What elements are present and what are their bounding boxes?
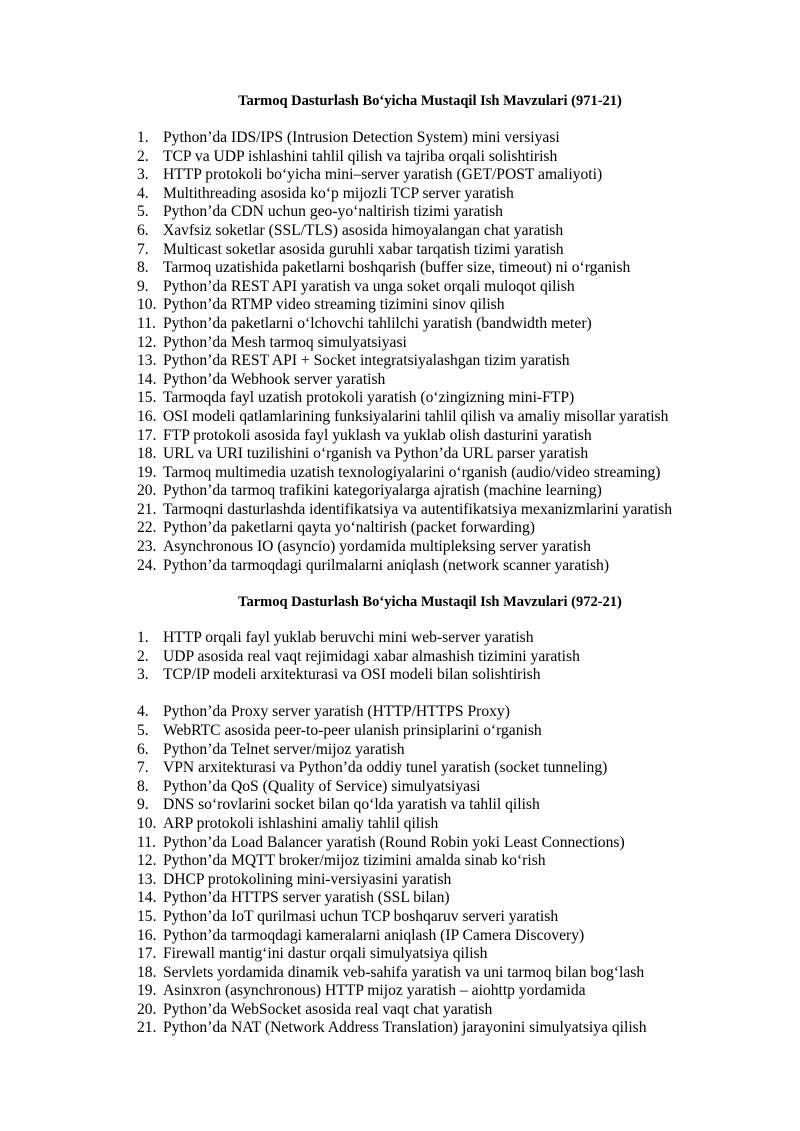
list-item-text: Python’da HTTPS server yaratish (SSL bilan) <box>163 889 450 907</box>
list-item-text: Asynchronous IO (asyncio) yordamida multipleksing server yaratish <box>163 538 591 556</box>
list-item-text: Python’da paketlarni qayta yo‘naltirish (packet forwarding) <box>163 519 535 537</box>
list-item <box>137 501 672 520</box>
list-item-text: UDP asosida real vaqt rejimidagi xabar almashish tizimini yaratish <box>163 647 580 665</box>
list-item-number: 4. <box>137 703 149 721</box>
list-item-number: 11. <box>137 314 156 332</box>
list-item-text: Multithreading asosida ko‘p mijozli TCP server yaratish <box>163 184 514 202</box>
list-item-number: 9. <box>137 277 149 295</box>
list-item-text: Tarmoqni dasturlashda identifikatsiya va autentifikatsiya mexanizmlarini yaratish <box>163 500 673 518</box>
list-item-number: 5. <box>137 203 149 221</box>
list-item-text: WebRTC asosida peer-to-peer ulanish prinsiplarini o‘rganish <box>163 721 542 739</box>
list-item-number: 6. <box>137 221 149 239</box>
list-item-number: 10. <box>137 814 157 832</box>
list-item-text: Python’da paketlarni o‘lchovchi tahlilchi yaratish (bandwidth meter) <box>163 314 592 332</box>
list-item-number: 18. <box>137 963 157 981</box>
list-item-number: 3. <box>137 666 149 684</box>
list-item-number: 12. <box>137 333 157 351</box>
list-item <box>137 1019 647 1038</box>
list-item-number: 8. <box>137 777 149 795</box>
list-item <box>137 538 672 557</box>
list-item <box>137 166 672 185</box>
list-item <box>137 796 647 815</box>
list-item <box>137 464 672 483</box>
list-item <box>137 778 647 797</box>
list-item <box>137 722 647 741</box>
list-item-number: 9. <box>137 796 149 814</box>
list-item <box>137 945 647 964</box>
list-item <box>137 259 672 278</box>
list-item-number: 22. <box>137 519 157 537</box>
list-item-text: Python’da NAT (Network Address Translation) jarayonini simulyatsiya qilish <box>163 1019 647 1037</box>
list-item <box>137 148 672 167</box>
list-item <box>137 408 672 427</box>
list-item-number: 8. <box>137 259 149 277</box>
list-item-text: Python’da Load Balancer yaratish (Round Robin yoki Least Connections) <box>163 833 625 851</box>
list-item-number: 14. <box>137 889 157 907</box>
list-item <box>137 129 672 148</box>
list-item-number: 17. <box>137 945 157 963</box>
list-item-text: Python’da REST API + Socket integratsiyalashgan tizim yaratish <box>163 352 570 370</box>
list-item-number: 19. <box>137 463 157 481</box>
list-item-number: 20. <box>137 1000 157 1018</box>
list-item <box>137 834 647 853</box>
list-item <box>137 648 647 667</box>
list-item <box>137 278 672 297</box>
list-item-number: 24. <box>137 556 157 574</box>
list-item-text: Python’da MQTT broker/mijoz tizimini amalda sinab ko‘rish <box>163 852 546 870</box>
list-item-text: Python’da Telnet server/mijoz yaratish <box>163 740 405 758</box>
list-item-text: Python’da IDS/IPS (Intrusion Detection System) mini versiyasi <box>163 129 560 146</box>
list-item-number: 2. <box>137 147 149 165</box>
list-item-text: Tarmoq multimedia uzatish texnologiyalarini o‘rganish (audio/video streaming) <box>163 463 661 481</box>
list-item <box>137 222 672 241</box>
list-item-text: Python’da Mesh tarmoq simulyatsiyasi <box>163 333 407 351</box>
list-item-number: 1. <box>137 629 149 646</box>
list-item <box>137 315 672 334</box>
list-item <box>137 815 647 834</box>
list-item <box>137 741 647 760</box>
list-spacer <box>137 685 647 704</box>
list-item <box>137 445 672 464</box>
list-item <box>137 557 672 576</box>
list-item-number: 13. <box>137 870 157 888</box>
list-item-text: Python’da QoS (Quality of Service) simulyatsiyasi <box>163 777 481 795</box>
list-item <box>137 352 672 371</box>
list-item-text: Python’da tarmoq trafikini kategoriyalarga ajratish (machine learning) <box>163 482 602 500</box>
list-item-number: 21. <box>137 500 157 518</box>
list-item <box>137 703 647 722</box>
list-item-text: Tarmoq uzatishida paketlarni boshqarish (buffer size, timeout) ni o‘rganish <box>163 259 631 277</box>
list-item <box>137 852 647 871</box>
list-item <box>137 908 647 927</box>
list-item-number: 11. <box>137 833 156 851</box>
list-item-text: Python’da WebSocket asosida real vaqt chat yaratish <box>163 1000 493 1018</box>
list-item-number: 17. <box>137 426 157 444</box>
list-item-text: FTP protokoli asosida fayl yuklash va yuklab olish dasturini yaratish <box>163 426 592 444</box>
list-item <box>137 334 672 353</box>
list-item-number: 7. <box>137 759 149 777</box>
list-item-number: 6. <box>137 740 149 758</box>
list-item <box>137 519 672 538</box>
list-item <box>137 927 647 946</box>
list-item <box>137 296 672 315</box>
list-item-number: 21. <box>137 1019 157 1037</box>
list-item-number: 15. <box>137 389 157 407</box>
section-title-972-21: Tarmoq Dasturlash Bo‘yicha Mustaqil Ish Mavzulari (972-21) <box>238 594 622 610</box>
list-item-number: 10. <box>137 296 157 314</box>
list-item-text: Python’da RTMP video streaming tizimini sinov qilish <box>163 296 505 314</box>
list-item <box>137 666 647 685</box>
section-title-971-21: Tarmoq Dasturlash Bo‘yicha Mustaqil Ish Mavzulari (971-21) <box>238 93 622 109</box>
list-item-number: 5. <box>137 721 149 739</box>
list-item-text: VPN arxitekturasi va Python’da oddiy tunel yaratish (socket tunneling) <box>163 759 608 777</box>
list-item-text: Firewall mantig‘ini dastur orqali simulyatsiya qilish <box>163 945 488 963</box>
list-item-text: Python’da CDN uchun geo-yo‘naltirish tizimi yaratish <box>163 203 503 221</box>
list-item-number: 18. <box>137 445 157 463</box>
list-item-text: Python’da tarmoqdagi qurilmalarni aniqlash (network scanner yaratish) <box>163 556 610 574</box>
list-item-number: 16. <box>137 926 157 944</box>
list-item-number: 20. <box>137 482 157 500</box>
list-item-number: 2. <box>137 647 149 665</box>
list-item-text: Python’da Webhook server yaratish <box>163 370 386 388</box>
list-item-text: HTTP orqali fayl yuklab beruvchi mini web-server yaratish <box>163 629 534 646</box>
list-item <box>137 427 672 446</box>
list-item-text: TCP/IP modeli arxitekturasi va OSI modeli bilan solishtirish <box>163 666 541 684</box>
topic-list-971-21 <box>137 129 672 575</box>
list-item-number: 16. <box>137 407 157 425</box>
list-item-text: TCP va UDP ishlashini tahlil qilish va tajriba orqali solishtirish <box>163 147 558 165</box>
list-item-number: 4. <box>137 184 149 202</box>
list-item <box>137 482 672 501</box>
list-item-text: Python’da REST API yaratish va unga soket orqali muloqot qilish <box>163 277 575 295</box>
list-item <box>137 1001 647 1020</box>
list-item-text: HTTP protokoli bo‘yicha mini–server yaratish (GET/POST amaliyoti) <box>163 166 603 184</box>
list-item-text: Asinxron (asynchronous) HTTP mijoz yaratish – aiohttp yordamida <box>163 982 586 1000</box>
list-item <box>137 371 672 390</box>
list-item <box>137 629 647 648</box>
list-item <box>137 241 672 260</box>
list-item-number: 15. <box>137 907 157 925</box>
list-item-number: 3. <box>137 166 149 184</box>
list-item-text: Xavfsiz soketlar (SSL/TLS) asosida himoyalangan chat yaratish <box>163 221 564 239</box>
list-item-text: Python’da IoT qurilmasi uchun TCP boshqaruv serveri yaratish <box>163 907 559 925</box>
list-item-text: OSI modeli qatlamlarining funksiyalarini tahlil qilish va amaliy misollar yaratish <box>163 407 669 425</box>
list-item-number: 1. <box>137 129 149 146</box>
list-item-text: Python’da tarmoqdagi kameralarni aniqlash (IP Camera Discovery) <box>163 926 585 944</box>
list-item <box>137 964 647 983</box>
list-item <box>137 389 672 408</box>
list-item <box>137 759 647 778</box>
list-item <box>137 185 672 204</box>
list-item <box>137 982 647 1001</box>
list-item <box>137 871 647 890</box>
list-item-number: 14. <box>137 370 157 388</box>
list-item-text: DHCP protokolining mini-versiyasini yaratish <box>163 870 452 888</box>
list-item <box>137 203 672 222</box>
list-item-text: Servlets yordamida dinamik veb-sahifa yaratish va uni tarmoq bilan bog‘lash <box>163 963 645 981</box>
list-item-text: URL va URI tuzilishini o‘rganish va Python’da URL parser yaratish <box>163 445 589 463</box>
list-item-number: 12. <box>137 852 157 870</box>
list-item-text: Tarmoqda fayl uzatish protokoli yaratish (o‘zingizning mini-FTP) <box>163 389 575 407</box>
list-item-text: Multicast soketlar asosida guruhli xabar tarqatish tizimi yaratish <box>163 240 564 258</box>
list-item-text: Python’da Proxy server yaratish (HTTP/HTTPS Proxy) <box>163 703 510 721</box>
list-item-number: 13. <box>137 352 157 370</box>
list-item-number: 19. <box>137 982 157 1000</box>
list-item-text: ARP protokoli ishlashini amaliy tahlil qilish <box>163 814 439 832</box>
list-item-number: 7. <box>137 240 149 258</box>
list-item-text: DNS so‘rovlarini socket bilan qo‘lda yaratish va tahlil qilish <box>163 796 540 814</box>
list-item <box>137 889 647 908</box>
list-item-number: 23. <box>137 538 157 556</box>
topic-list-972-21 <box>137 629 647 1038</box>
